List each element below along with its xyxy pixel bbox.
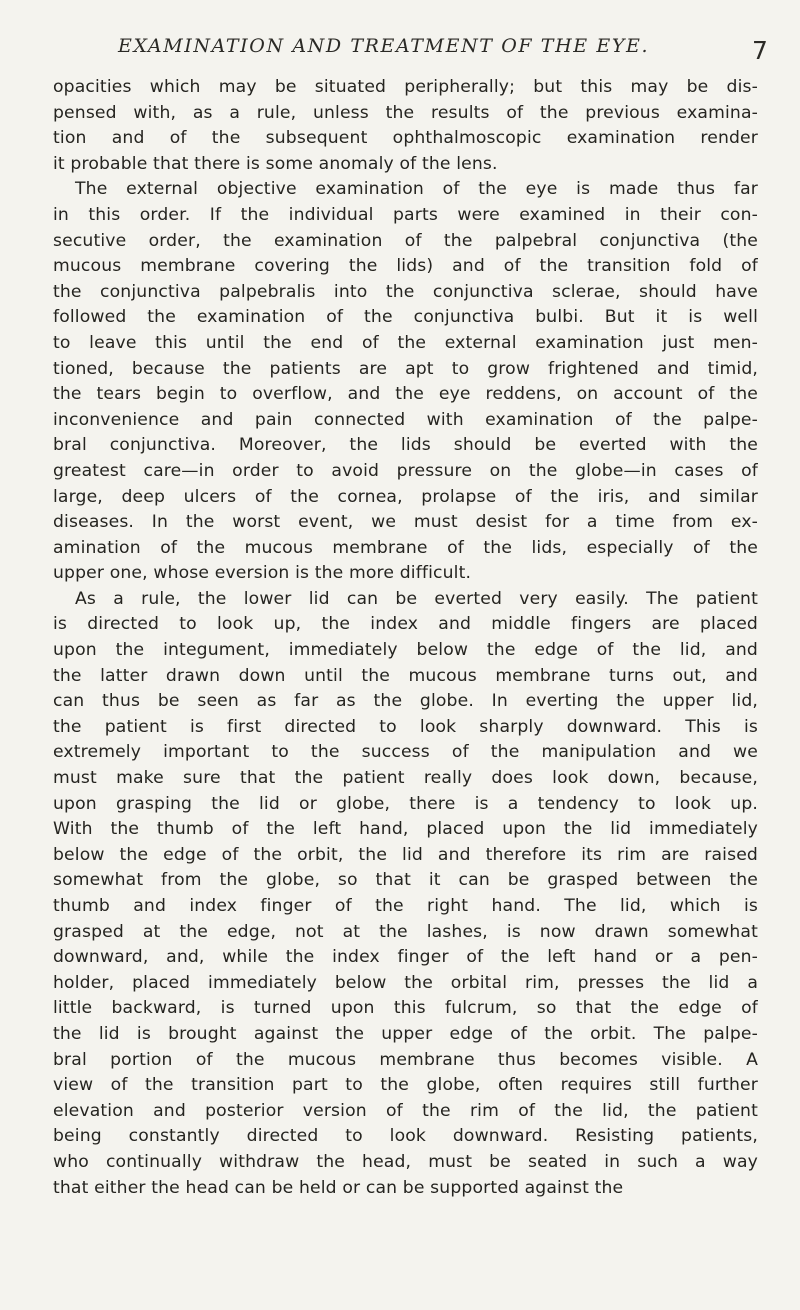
text-line: who continually withdraw the head, must be seated in such a way xyxy=(53,1151,758,1172)
text-line: that either the head can be held or can be supported against the xyxy=(53,1177,624,1198)
text-line: upon grasping the lid or globe, there is a tendency to look up. xyxy=(53,793,758,814)
text-line: opacities which may be situated peripherally; but this may be dis- xyxy=(53,77,758,97)
text-line: tioned, because the patients are apt to grow frightened and timid, xyxy=(53,358,758,379)
text-line: thumb and index finger of the right hand. The lid, which is xyxy=(53,896,758,916)
text-line: extremely important to the success of the manipulation and we xyxy=(53,742,758,763)
text-line: below the edge of the orbit, the lid and therefore its rim are raised xyxy=(53,844,758,865)
text-line: to leave this until the end of the external examination just men- xyxy=(53,332,758,353)
text-line: can thus be seen as far as the globe. In everting the upper lid, xyxy=(53,691,758,712)
text-line: the conjunctiva palpebralis into the conjunctiva sclerae, should have xyxy=(53,281,758,302)
text-line: With the thumb of the left hand, placed upon the lid immediately xyxy=(53,819,758,840)
text-line: greatest care—in order to avoid pressure on the globe—in cases of xyxy=(53,460,758,481)
text-line: bral conjunctiva. Moreover, the lids should be everted with the xyxy=(53,435,758,456)
text-line: in this order. If the individual parts were examined in their con- xyxy=(53,204,758,225)
text-line: is directed to look up, the index and middle fingers are placed xyxy=(53,614,758,635)
text-line: the lid is brought against the upper edge of the orbit. The palpe- xyxy=(53,1023,758,1044)
text-line: the tears begin to overflow, and the eye reddens, on account of the xyxy=(53,384,758,405)
text-line: pensed with, as a rule, unless the results of the previous examina- xyxy=(53,102,758,123)
body-text xyxy=(53,75,758,1201)
running-head: EXAMINATION AND TREATMENT OF THE EYE. xyxy=(118,35,650,57)
text-line: it probable that there is some anomaly of the lens. xyxy=(53,153,498,174)
text-line: downward, and, while the index finger of the left hand or a pen- xyxy=(53,947,758,968)
text-line: little backward, is turned upon this fulcrum, so that the edge of xyxy=(53,998,758,1019)
text-line: grasped at the edge, not at the lashes, is now drawn somewhat xyxy=(53,921,758,942)
text-line: The external objective examination of the eye is made thus far xyxy=(75,179,758,200)
page-number: 7 xyxy=(752,36,768,65)
text-line: the patient is first directed to look sharply downward. This is xyxy=(53,716,758,737)
text-line: upon the integument, immediately below the edge of the lid, and xyxy=(53,640,758,661)
text-line: followed the examination of the conjunctiva bulbi. But it is well xyxy=(53,307,758,328)
text-line: must make sure that the patient really does look down, because, xyxy=(53,768,758,789)
text-line: bral portion of the mucous membrane thus becomes visible. A xyxy=(53,1049,758,1070)
text-line: secutive order, the examination of the palpebral conjunctiva (the xyxy=(53,230,758,251)
text-line: diseases. In the worst event, we must desist for a time from ex- xyxy=(53,512,758,533)
text-line: mucous membrane covering the lids) and of the transition fold of xyxy=(53,256,758,277)
text-line: somewhat from the globe, so that it can be grasped between the xyxy=(53,870,758,891)
text-line: As a rule, the lower lid can be everted very easily. The patient xyxy=(75,588,758,609)
text-line: upper one, whose eversion is the more difficult. xyxy=(53,563,472,584)
text-line: amination of the mucous membrane of the lids, especially of the xyxy=(53,537,758,558)
text-line: holder, placed immediately below the orbital rim, presses the lid a xyxy=(53,972,758,993)
text-line: inconvenience and pain connected with examination of the palpe- xyxy=(53,409,758,430)
text-line: the latter drawn down until the mucous membrane turns out, and xyxy=(53,665,758,686)
text-line: elevation and posterior version of the rim of the lid, the patient xyxy=(53,1100,758,1121)
text-line: being constantly directed to look downward. Resisting patients, xyxy=(53,1126,758,1147)
text-line: tion and of the subsequent ophthalmoscopic examination render xyxy=(53,128,758,149)
text-line: view of the transition part to the globe, often requires still further xyxy=(53,1075,758,1096)
text-line: large, deep ulcers of the cornea, prolapse of the iris, and similar xyxy=(53,486,758,507)
